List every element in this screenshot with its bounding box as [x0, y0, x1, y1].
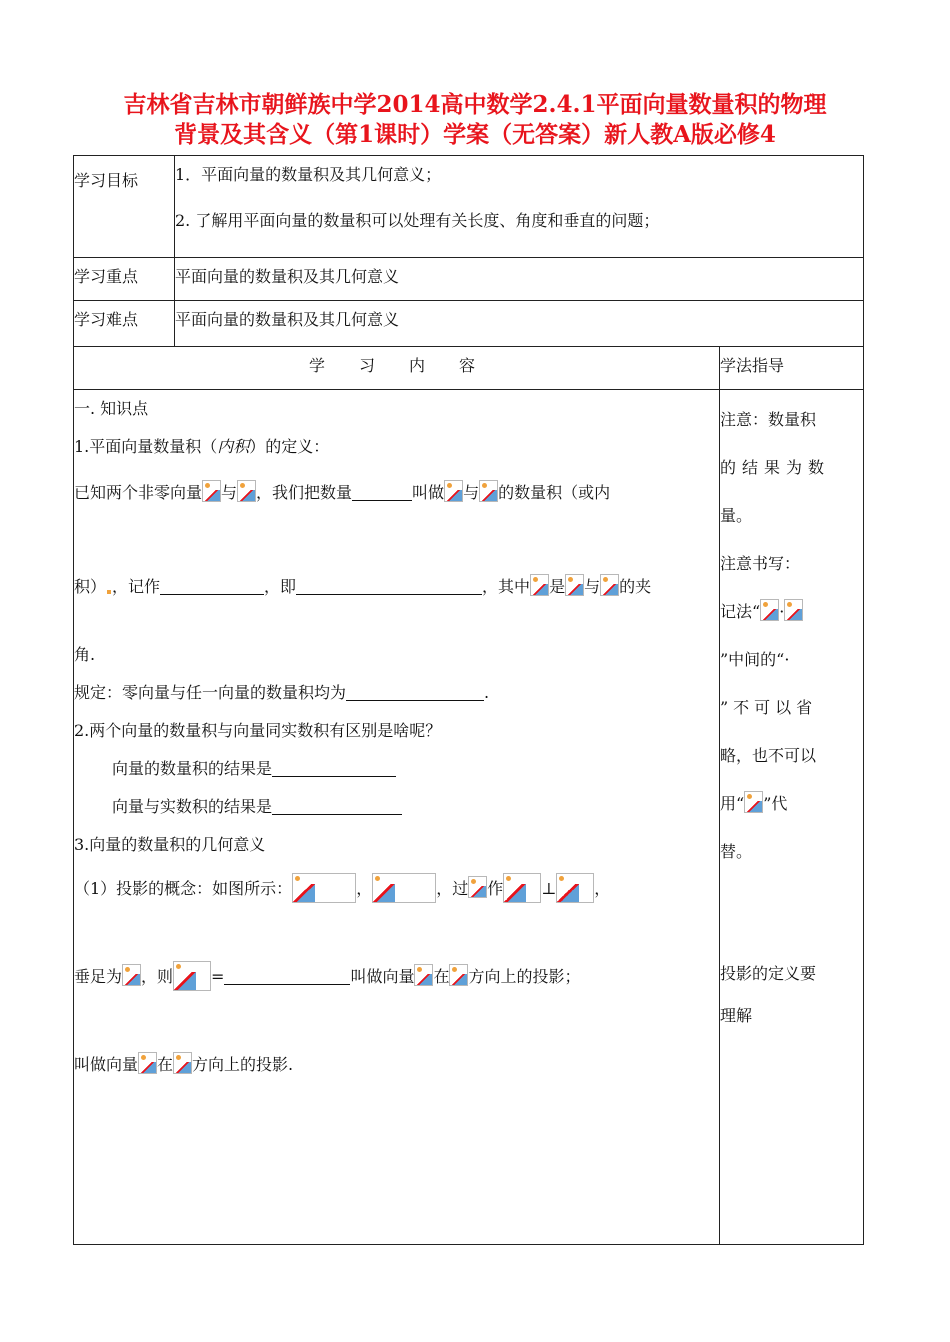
objectives-label: 学习目标 — [74, 156, 175, 258]
difficulty-text: 平面向量的数量积及其几何意义 — [175, 301, 864, 347]
vector-a-image-icon — [444, 480, 463, 502]
guide-line: 用“ ”代 — [720, 780, 863, 828]
content-header: 学 习 内 容 — [74, 347, 720, 390]
vector-oa-image-icon — [292, 873, 356, 903]
question-3: 3.向量的数量积的几何意义 — [74, 835, 266, 854]
blank-quantity[interactable] — [352, 482, 412, 501]
vector-b-image-icon — [449, 964, 468, 986]
blank-zero-result[interactable] — [346, 682, 484, 701]
guide-header: 学法指导 — [720, 347, 864, 390]
vector-b-image-icon — [784, 599, 803, 621]
projection-line-3: 叫做向量 在 方向上的投影. — [74, 1046, 719, 1084]
content-cell — [74, 390, 720, 1245]
projection-line-2: 垂足为 ，则 = 叫做向量 在 方向上的投影； — [74, 958, 719, 996]
worksheet-table — [73, 155, 864, 1245]
segment-image-icon — [503, 873, 541, 903]
guide-cell — [720, 390, 864, 1245]
projection-image-icon — [173, 961, 211, 991]
vector-ob-image-icon — [372, 873, 436, 903]
guide-line: ”中间的“· — [720, 650, 790, 669]
theta-image-icon — [530, 574, 549, 596]
definition-line-2: 积） ，记作 ，即 ，其中 是 与 的夹 — [74, 568, 719, 606]
definition-line-1: 已知两个非零向量 与 ，我们把数量 叫做 与 的数量积（或内 — [74, 474, 719, 512]
section-knowledge: 一. 知识点 — [74, 399, 149, 418]
key-point-text: 平面向量的数量积及其几何意义 — [175, 258, 864, 301]
line-image-icon — [556, 873, 594, 903]
guide-line: 记法“ · — [720, 588, 863, 636]
times-image-icon — [744, 791, 763, 813]
title-line-1: 吉林省吉林市朝鲜族中学2014高中数学2.4.1平面向量数量积的物理 — [123, 91, 827, 118]
projection-line-1: （1）投影的概念：如图所示： ， ，过 作 ⊥ ， — [74, 870, 719, 908]
vector-b-image-icon — [237, 480, 256, 502]
guide-line: 量。 — [720, 506, 753, 525]
angle-end: 角. — [74, 645, 96, 664]
blank-notation[interactable] — [160, 576, 264, 595]
guide-line: 略，也不可以 — [720, 746, 817, 765]
blank-dot-result[interactable] — [272, 758, 396, 777]
vector-a-image-icon — [202, 480, 221, 502]
key-point-label: 学习重点 — [74, 258, 175, 301]
question-2b: 向量与实数积的结果是 — [74, 788, 719, 826]
blank-projection[interactable] — [224, 966, 350, 985]
difficulty-label: 学习难点 — [74, 301, 175, 347]
foot-point-image-icon — [122, 964, 141, 986]
content-row — [74, 390, 864, 1245]
content-header-row — [74, 347, 864, 390]
blank-scalar-result[interactable] — [272, 796, 402, 815]
guide-line: 替。 — [720, 842, 753, 861]
objectives-cell — [175, 156, 864, 258]
guide-line: 理解 — [720, 1006, 753, 1025]
guide-line: 注意书写： — [720, 554, 801, 573]
vector-a-image-icon — [414, 964, 433, 986]
question-2a: 向量的数量积的结果是 — [74, 750, 719, 788]
vector-b-image-icon — [600, 574, 619, 596]
vector-a-image-icon — [565, 574, 584, 596]
vector-a-image-icon — [173, 1052, 192, 1074]
vector-b-image-icon — [479, 480, 498, 502]
guide-line: 的结果为数 — [720, 458, 831, 477]
title-line-2: 背景及其含义（第1课时）学案（无答案）新人教A版必修4 — [174, 121, 776, 148]
marker-icon — [107, 590, 111, 594]
key-point-row — [74, 258, 864, 301]
difficulty-row — [74, 301, 864, 347]
blank-formula[interactable] — [296, 576, 482, 595]
objective-1: 1．平面向量的数量积及其几何意义； — [175, 165, 442, 184]
question-2: 2.两个向量的数量积与向量同实数积有区别是啥呢？ — [74, 721, 442, 740]
point-image-icon — [468, 876, 487, 898]
definition-heading: 1.平面向量数量积（内积）的定义： — [74, 437, 330, 456]
vector-a-image-icon — [760, 599, 779, 621]
objective-2: 2. 了解用平面向量的数量积可以处理有关长度、角度和垂直的问题； — [175, 211, 660, 230]
vector-b-image-icon — [138, 1052, 157, 1074]
objectives-row — [74, 156, 864, 258]
guide-line: ”不可以省 — [720, 698, 818, 717]
guide-line: 投影的定义要 — [720, 964, 817, 983]
guide-line: 注意：数量积 — [720, 410, 817, 429]
rule-line: 规定：零向量与任一向量的数量积均为 . — [74, 683, 490, 702]
document-title — [60, 90, 890, 150]
